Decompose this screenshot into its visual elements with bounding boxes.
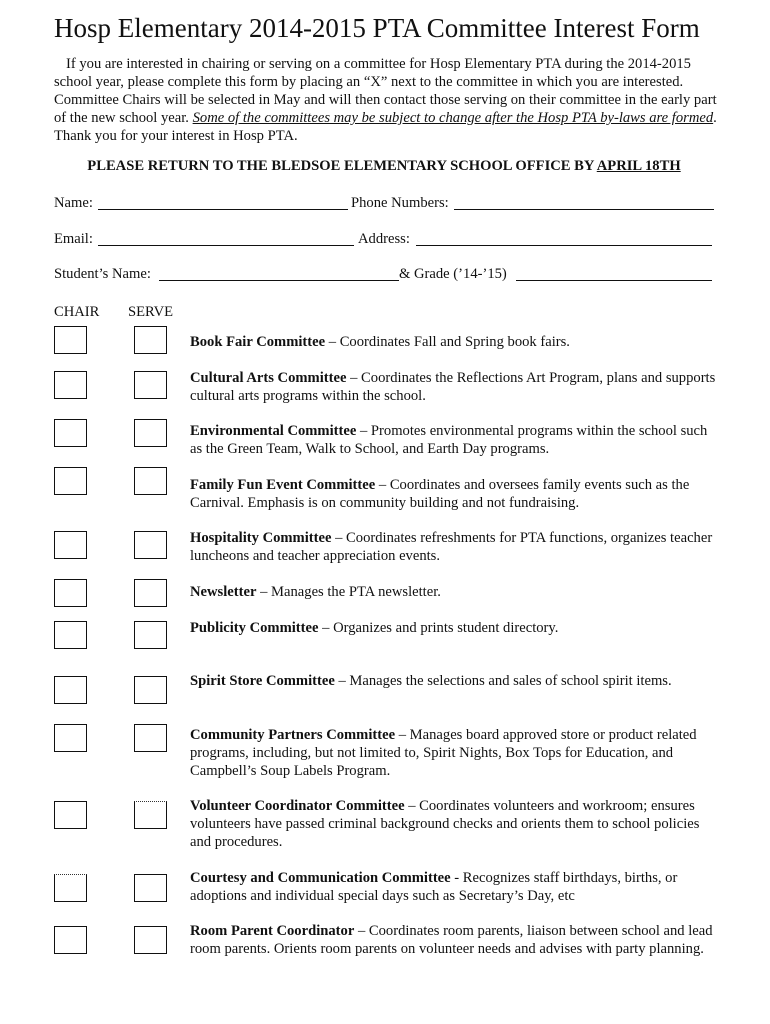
- grade-field[interactable]: [516, 279, 712, 281]
- committee-item: [190, 333, 718, 351]
- committee-name: Courtesy and Communication Committee: [190, 870, 451, 886]
- committee-desc: – Coordinates and oversees family events such as the Carnival. Emphasis is on community building and not fundraising.: [190, 477, 690, 511]
- serve-checkbox[interactable]: [134, 371, 167, 399]
- intro-paragraph: [54, 55, 719, 145]
- committee-item: [190, 583, 718, 601]
- committee-item: [190, 422, 718, 458]
- address-label: Address:: [358, 231, 410, 247]
- committee-item: [190, 476, 718, 512]
- chair-checkbox[interactable]: [54, 676, 87, 704]
- committee-desc: – Manages the PTA newsletter.: [256, 584, 441, 600]
- chair-checkbox[interactable]: [54, 467, 87, 495]
- committee-item: [190, 529, 718, 565]
- name-field[interactable]: [98, 208, 348, 210]
- intro-text: If you are interested in chairing or serving on a committee for Hosp Elementary PTA during the 2014-2015 school year, please complete this form by placing an “X” next to the committee in which you are interested. Committee Chairs will be selected in May and will then contact those serving on their committee in the early part of the new school year.: [54, 56, 717, 126]
- committee-name: Community Partners Committee: [190, 727, 396, 743]
- committee-item: [190, 797, 718, 851]
- committee-item: [190, 619, 718, 637]
- committee-name: Volunteer Coordinator Committee: [190, 798, 405, 814]
- chair-checkbox[interactable]: [54, 419, 87, 447]
- phone-field[interactable]: [454, 208, 714, 210]
- committee-item: [190, 672, 718, 690]
- return-notice: [54, 157, 714, 175]
- committee-name: Newsletter: [190, 584, 257, 600]
- chair-checkbox[interactable]: [54, 326, 87, 354]
- serve-checkbox[interactable]: [134, 326, 167, 354]
- serve-checkbox[interactable]: [134, 579, 167, 607]
- serve-checkbox[interactable]: [134, 724, 167, 752]
- committee-desc: – Manages the selections and sales of school spirit items.: [334, 673, 672, 689]
- grade-label: & Grade (’14-’15): [399, 266, 507, 282]
- phone-label: Phone Numbers:: [351, 195, 449, 211]
- committee-item: [190, 726, 718, 780]
- intro-closing: . Thank you for your interest in Hosp PTA.: [54, 110, 717, 144]
- chair-column-header: CHAIR: [54, 304, 100, 320]
- serve-checkbox[interactable]: [134, 926, 167, 954]
- email-address-row: [54, 230, 714, 250]
- student-name-field[interactable]: [159, 279, 399, 281]
- chair-checkbox[interactable]: [54, 531, 87, 559]
- chair-checkbox[interactable]: [54, 621, 87, 649]
- serve-checkbox[interactable]: [134, 676, 167, 704]
- committee-desc: – Coordinates refreshments for PTA functions, organizes teacher luncheons and teacher appreciation events.: [190, 530, 713, 564]
- chair-checkbox[interactable]: [54, 371, 87, 399]
- committee-desc: – Organizes and prints student directory.: [318, 620, 559, 636]
- intro-underlined-note: Some of the committees may be subject to change after the Hosp PTA by-laws are formed: [192, 110, 714, 126]
- committee-name: Publicity Committee: [190, 620, 319, 636]
- chair-checkbox[interactable]: [54, 874, 87, 902]
- committee-name: Book Fair Committee: [190, 334, 326, 350]
- committee-name: Family Fun Event Committee: [190, 477, 376, 493]
- address-field[interactable]: [416, 244, 712, 246]
- committee-name: Spirit Store Committee: [190, 673, 335, 689]
- form-title: Hosp Elementary 2014-2015 PTA Committee Interest Form: [54, 13, 700, 43]
- serve-checkbox[interactable]: [134, 874, 167, 902]
- student-grade-row: [54, 265, 714, 285]
- committee-desc: – Promotes environmental programs within the school such as the Green Team, Walk to School, and Earth Day programs.: [190, 423, 708, 457]
- committee-desc: – Manages board approved store or product related programs, including, but not limited to, Spirit Nights, Box Tops for Education, and Campbell’s Soup Labels Program.: [190, 727, 697, 779]
- committee-desc: – Coordinates Fall and Spring book fairs.: [325, 334, 570, 350]
- chair-checkbox[interactable]: [54, 926, 87, 954]
- email-label: Email:: [54, 231, 93, 247]
- chair-checkbox[interactable]: [54, 724, 87, 752]
- committee-name: Cultural Arts Committee: [190, 370, 347, 386]
- committee-name: Room Parent Coordinator: [190, 923, 355, 939]
- name-phone-row: [54, 194, 714, 214]
- serve-checkbox[interactable]: [134, 621, 167, 649]
- serve-checkbox[interactable]: [134, 419, 167, 447]
- serve-checkbox[interactable]: [134, 801, 167, 829]
- committee-item: [190, 869, 718, 905]
- committee-desc: - Recognizes staff birthdays, births, or adoptions and individual special days such as Secretary’s Day, etc: [190, 870, 678, 904]
- committee-desc: – Coordinates volunteers and workroom; ensures volunteers have passed criminal background checks and orients them to school policies and procedures.: [190, 798, 700, 850]
- committee-name: Environmental Committee: [190, 423, 357, 439]
- chair-checkbox[interactable]: [54, 801, 87, 829]
- student-name-label: Student’s Name:: [54, 266, 151, 282]
- email-field[interactable]: [98, 244, 354, 246]
- committee-item: [190, 922, 718, 958]
- committee-desc: – Coordinates room parents, liaison between school and lead room parents. Orients room parents on volunteer needs and advises with party planning.: [190, 923, 713, 957]
- committee-desc: – Coordinates the Reflections Art Program, plans and supports cultural arts programs within the school.: [190, 370, 716, 404]
- committee-name: Hospitality Committee: [190, 530, 332, 546]
- serve-checkbox[interactable]: [134, 531, 167, 559]
- notice-date: APRIL 18TH: [596, 158, 681, 174]
- committee-item: [190, 369, 718, 405]
- notice-text: PLEASE RETURN TO THE BLEDSOE ELEMENTARY SCHOOL OFFICE BY: [87, 158, 597, 174]
- serve-checkbox[interactable]: [134, 467, 167, 495]
- chair-checkbox[interactable]: [54, 579, 87, 607]
- name-label: Name:: [54, 195, 93, 211]
- serve-column-header: SERVE: [128, 304, 174, 320]
